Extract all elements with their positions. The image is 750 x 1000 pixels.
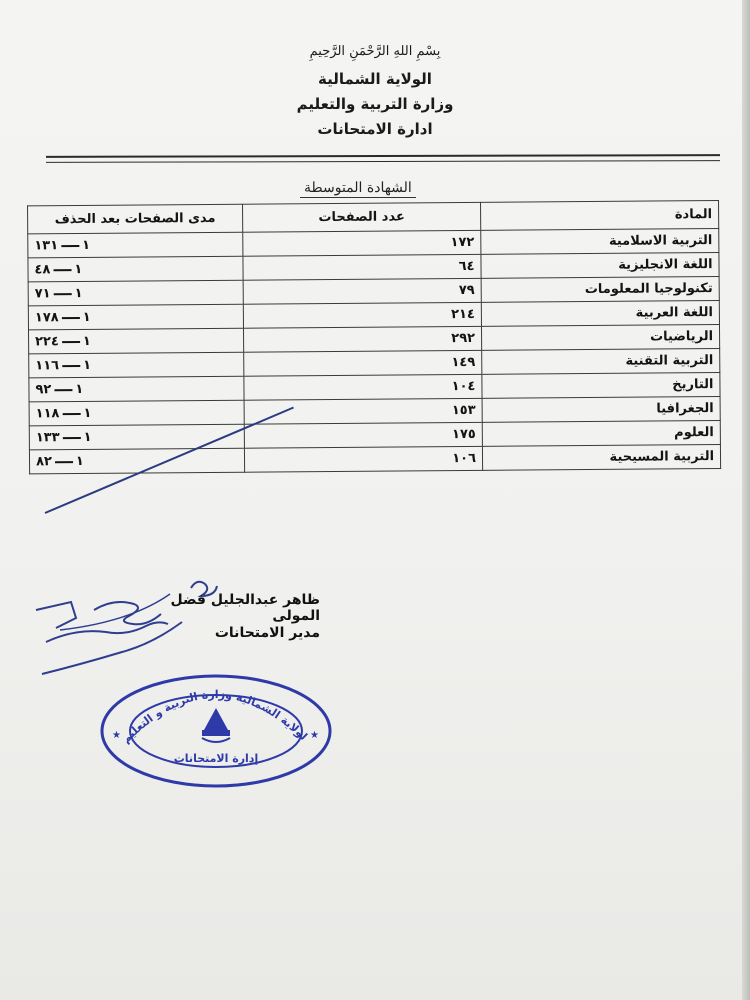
range-dash [55, 461, 73, 463]
range-start: ١ [82, 333, 91, 349]
range-cell [28, 256, 243, 282]
range-end: ١١٦ [35, 358, 60, 374]
range-dash [54, 389, 72, 391]
range-end: ١٧٨ [34, 310, 59, 326]
range-end: ٨٢ [35, 454, 52, 470]
header-range: مدى الصفحات بعد الحذف [28, 204, 243, 234]
range-cell [29, 376, 244, 402]
pages-cell: ١٠٦ [244, 446, 482, 472]
pages-cell: ٧٩ [243, 278, 481, 304]
range-end: ٩٢ [35, 382, 52, 398]
range-start: ١ [83, 405, 92, 421]
subject-cell: الرياضيات [481, 325, 719, 351]
range-dash [62, 341, 80, 343]
range-start: ١ [75, 453, 84, 470]
svg-text:★: ★ [310, 730, 319, 741]
signatory-name: ظاهر عبدالجليل فضل المولى [170, 592, 320, 624]
range-end: ١١٨ [35, 406, 60, 422]
pages-cell: ٢٩٢ [243, 326, 481, 352]
range-dash [53, 269, 71, 271]
header-ministry: وزارة التربية والتعليم [296, 95, 454, 113]
range-end: ٧١ [34, 286, 51, 302]
range-cell [28, 328, 243, 354]
pages-cell: ٦٤ [243, 254, 481, 280]
range-start: ١ [83, 429, 92, 445]
official-stamp [98, 672, 334, 790]
pages-cell: ٢١٤ [243, 302, 481, 328]
stamp-inner-text: إدارة الامتحانات [173, 752, 259, 765]
subject-cell: التربية الاسلامية [481, 229, 719, 255]
subject-cell: العلوم [482, 420, 720, 446]
subject-cell: التاريخ [482, 372, 720, 398]
subjects-table [27, 200, 721, 474]
header-department: ادارة الامتحانات [317, 120, 433, 138]
range-cell [29, 400, 244, 426]
range-dash [62, 317, 80, 319]
header-pages: عدد الصفحات [243, 202, 481, 232]
header-subject: المادة [481, 201, 719, 231]
pages-cell: ١٧٥ [244, 422, 482, 448]
stamp-outer-text: الولاية الشمالية وزارة التربية و التعليم [119, 687, 310, 746]
range-dash [61, 245, 79, 247]
range-start: ١ [83, 357, 92, 373]
basmala: بِسْمِ اللهِ الرَّحْمَنِ الرَّحِيمِ [309, 44, 441, 59]
range-dash [62, 413, 80, 415]
pages-cell: ١٤٩ [244, 350, 482, 376]
pages-cell: ١٥٣ [244, 398, 482, 424]
range-start: ١ [75, 381, 84, 398]
range-start: ١ [82, 309, 91, 326]
range-end: ٢٢٤ [35, 334, 59, 350]
range-cell [28, 304, 243, 330]
range-end: ١٣١ [34, 238, 59, 254]
range-end: ٤٨ [34, 262, 51, 278]
range-dash [62, 365, 80, 367]
pages-cell: ١٧٢ [243, 230, 481, 256]
pages-cell: ١٠٤ [244, 374, 482, 400]
svg-text:★: ★ [112, 730, 121, 741]
subject-cell: الجغرافيا [482, 396, 720, 422]
range-cell [28, 232, 243, 258]
subject-cell: التربية المسيحية [482, 444, 720, 470]
range-dash [54, 293, 72, 295]
range-start: ١ [74, 262, 83, 278]
header-state: الولاية الشمالية [318, 70, 432, 88]
range-cell [29, 352, 244, 378]
range-start: ١ [82, 237, 91, 254]
range-start: ١ [74, 286, 83, 302]
range-cell [29, 448, 244, 474]
subject-cell: اللغة الانجليزية [481, 253, 719, 279]
signatory-title: مدير الامتحانات [214, 625, 320, 641]
subject-cell: تكنولوجيا المعلومات [481, 277, 719, 303]
range-end: ١٣٣ [35, 430, 60, 446]
subject-cell: اللغة العربية [481, 301, 719, 327]
table-row [29, 444, 720, 473]
page-edge [742, 0, 750, 1000]
range-dash [63, 437, 81, 439]
range-cell [29, 424, 244, 450]
section-title: الشهادة المتوسطة [300, 180, 416, 198]
range-cell [28, 280, 243, 306]
subject-cell: التربية التقنية [482, 348, 720, 374]
